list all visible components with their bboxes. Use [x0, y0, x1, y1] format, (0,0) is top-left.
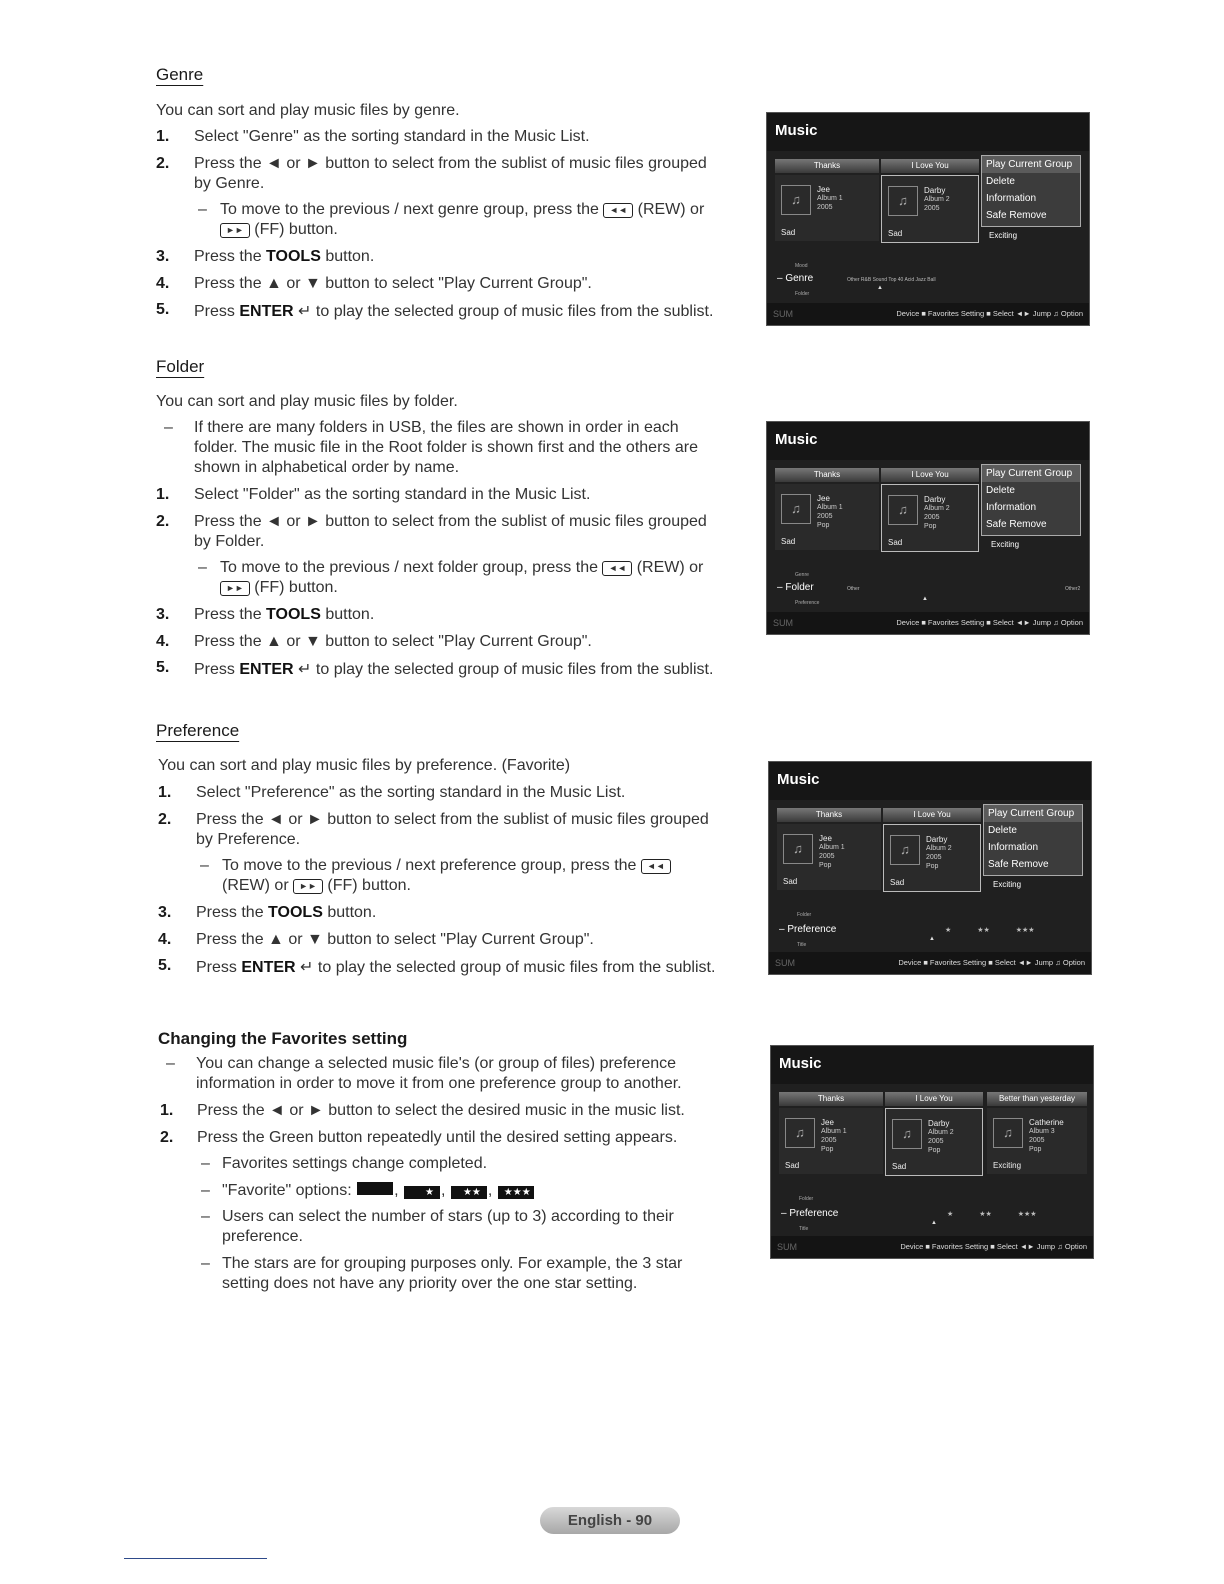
sort-above: Mood	[795, 263, 808, 269]
sort-above: Folder	[799, 1196, 814, 1202]
step-text: Select "Genre" as the sorting standard in the Music List.	[194, 128, 590, 145]
sort-above: Folder	[797, 912, 812, 918]
tv-title: Music	[775, 431, 818, 448]
control-hints: Device ■ Favorites Setting ■ Select ◄► Jump ♫ Option	[896, 309, 1083, 318]
favorite-option-3-star: ★★★	[498, 1186, 534, 1199]
track-card-selected[interactable]	[885, 1108, 983, 1176]
rew-key-icon: ◄◄	[641, 859, 671, 874]
ff-key-icon: ►►	[220, 223, 250, 238]
menu-item-delete[interactable]: Delete	[986, 485, 1015, 496]
note-dash: –	[201, 1255, 210, 1272]
control-hints: Device ■ Favorites Setting ■ Select ◄► Jump ♫ Option	[898, 958, 1085, 967]
sort-dash: –	[781, 1208, 787, 1219]
step-number: 1.	[158, 784, 172, 801]
track-header: Thanks	[775, 468, 879, 482]
step-number: 2.	[158, 811, 172, 828]
step-text-part: button.	[325, 606, 375, 623]
card-mood-exciting: Exciting	[991, 540, 1020, 549]
music-note-icon: ♫	[781, 494, 811, 524]
note-text: The stars are for grouping purposes only. For example, the 3 star	[222, 1255, 683, 1272]
pointer-icon: ▲	[922, 596, 928, 602]
note-text: folder. The music file in the Root folder is shown first and the others are	[194, 439, 698, 456]
track-album: Album 1	[817, 195, 843, 202]
step-number: 1.	[156, 486, 170, 503]
sort-dash: –	[777, 582, 783, 593]
tools-label: TOOLS	[266, 248, 321, 265]
track-header: I Love You	[881, 468, 979, 482]
track-mood: Sad	[890, 878, 905, 887]
sum-label: SUM	[773, 618, 793, 628]
track-genre: Pop	[1029, 1146, 1042, 1153]
track-meta	[817, 185, 843, 212]
sort-dash: –	[777, 273, 783, 284]
note-text-part: To move to the previous / next genre group, press the	[220, 201, 599, 218]
enter-label: ENTER	[241, 959, 296, 976]
step-number: 2.	[156, 513, 170, 530]
step-text-part: Press	[194, 303, 235, 320]
note-dash: –	[201, 1155, 210, 1172]
step-number: 3.	[156, 248, 170, 265]
note-dash: –	[198, 201, 207, 218]
track-year: 2005	[1029, 1137, 1045, 1144]
track-album: Album 3	[1029, 1128, 1055, 1135]
rew-key-icon: ◄◄	[602, 561, 632, 576]
track-mood: Sad	[785, 1161, 800, 1170]
note-text: Favorites settings change completed.	[222, 1155, 488, 1172]
step-text: Press the ▲ or ▼ button to select "Play Current Group".	[194, 633, 592, 650]
music-note-icon: ♫	[892, 1119, 922, 1149]
step-text: Press the ◄ or ► button to select from the sublist of music files grouped	[194, 513, 707, 530]
note-text-part: (FF) button.	[254, 579, 338, 596]
note-dash: –	[164, 419, 173, 436]
track-meta	[924, 495, 950, 531]
pointer-icon: ▲	[929, 936, 935, 942]
step-text: by Preference.	[196, 831, 301, 848]
track-mood: Sad	[781, 537, 796, 546]
section-title: Folder	[156, 357, 205, 376]
note-dash: –	[200, 857, 209, 874]
track-meta	[924, 186, 950, 213]
note-text: preference.	[222, 1228, 303, 1245]
note-text-part: (FF) button.	[327, 877, 411, 894]
track-genre: Pop	[924, 523, 937, 530]
note-text: setting does not have any priority over the one star setting.	[222, 1275, 638, 1292]
tv-screenshot-preference	[768, 761, 1092, 975]
track-mood: Exciting	[993, 1161, 1022, 1170]
tv-bottom-bar	[767, 612, 1089, 634]
sort-label: Folder	[785, 582, 814, 593]
step-text-part: Press	[194, 661, 235, 678]
step-text: Press the ◄ or ► button to select from the sublist of music files grouped	[196, 811, 709, 828]
sort-below: Folder	[795, 291, 810, 297]
track-album: Album 2	[928, 1129, 954, 1136]
step-text	[196, 957, 715, 977]
enter-label: ENTER	[239, 661, 294, 678]
tools-label: TOOLS	[268, 904, 323, 921]
track-album: Album 2	[924, 196, 950, 203]
favorite-option-1-star: ★	[404, 1186, 440, 1199]
tools-menu	[981, 464, 1081, 536]
card-mood-exciting: Exciting	[989, 231, 1018, 240]
tv-title: Music	[775, 122, 818, 139]
sort-below: Title	[797, 942, 807, 948]
track-mood: Sad	[888, 538, 903, 547]
sort-current[interactable]	[779, 924, 836, 935]
note-text: shown in alphabetical order by name.	[194, 459, 460, 476]
menu-item-safe-remove[interactable]: Safe Remove	[988, 859, 1049, 870]
track-year: 2005	[924, 205, 940, 212]
track-header: I Love You	[881, 159, 979, 173]
control-hints: Device ■ Favorites Setting ■ Select ◄► Jump ♫ Option	[896, 618, 1083, 627]
music-note-icon: ♫	[888, 495, 918, 525]
step-text-part: button.	[327, 904, 377, 921]
note-dash: –	[201, 1182, 210, 1199]
tv-title: Music	[779, 1055, 822, 1072]
sort-label: Genre	[785, 273, 814, 284]
menu-item-play-current-group[interactable]: Play Current Group	[982, 465, 1080, 482]
track-meta	[821, 1118, 847, 1154]
note-text-part: (REW) or	[637, 201, 705, 218]
note-text	[220, 559, 703, 577]
track-artist: Jee	[819, 834, 832, 843]
note-dash: –	[166, 1055, 175, 1072]
tv-screenshot-genre	[766, 112, 1090, 326]
step-number: 4.	[158, 931, 172, 948]
music-note-icon: ♫	[781, 185, 811, 215]
favorite-option-2-star: ★★	[451, 1186, 487, 1199]
group-list: ★ ★★ ★★★	[947, 1211, 1037, 1218]
tools-label: TOOLS	[266, 606, 321, 623]
note-text: "Favorite" options: , ★ , ★★ , ★★★	[222, 1182, 535, 1200]
sum-label: SUM	[777, 1242, 797, 1252]
note-text	[220, 579, 338, 597]
track-artist: Jee	[821, 1118, 834, 1127]
menu-item-information[interactable]: Information	[986, 193, 1037, 204]
note-text	[220, 201, 704, 219]
step-text: Press the ◄ or ► button to select the desired music in the music list.	[197, 1102, 685, 1119]
track-mood: Sad	[781, 228, 796, 237]
track-album: Album 2	[924, 505, 950, 512]
track-header: Thanks	[777, 808, 881, 822]
step-number: 2.	[156, 155, 170, 172]
music-note-icon: ♫	[785, 1118, 815, 1148]
track-card[interactable]	[987, 1108, 1087, 1174]
track-card[interactable]	[779, 1108, 883, 1174]
group-list: Other R&B Sound Top 40 Acid Jazz Ball	[847, 277, 936, 283]
step-number: 5.	[156, 301, 170, 318]
track-album: Album 1	[819, 844, 845, 851]
page-number-badge: English - 90	[540, 1507, 680, 1534]
track-year: 2005	[928, 1138, 944, 1145]
menu-item-information[interactable]: Information	[988, 842, 1039, 853]
note-text: You can change a selected music file's (or group of files) preference	[196, 1055, 677, 1072]
menu-item-safe-remove[interactable]: Safe Remove	[986, 210, 1047, 221]
step-number: 4.	[156, 633, 170, 650]
track-card[interactable]	[775, 175, 879, 241]
step-text: Press the ◄ or ► button to select from the sublist of music files grouped	[194, 155, 707, 172]
tv-bottom-bar	[767, 303, 1089, 325]
track-album: Album 2	[926, 845, 952, 852]
sort-below: Preference	[795, 600, 820, 606]
track-genre: Pop	[926, 863, 939, 870]
note-text-part: (FF) button.	[254, 221, 338, 238]
music-note-icon: ♫	[993, 1118, 1023, 1148]
step-text-part: to play the selected group of music files from the sublist.	[315, 303, 714, 320]
ff-key-icon: ►►	[293, 879, 323, 894]
menu-item-safe-remove[interactable]: Safe Remove	[986, 519, 1047, 530]
ff-key-icon: ►►	[220, 581, 250, 596]
step-number: 1.	[156, 128, 170, 145]
enter-label: ENTER	[239, 303, 294, 320]
enter-icon: ↵	[298, 661, 312, 678]
note-text: If there are many folders in USB, the files are shown in order in each	[194, 419, 679, 436]
sort-label: Preference	[789, 1208, 839, 1219]
note-text: Users can select the number of stars (up to 3) according to their	[222, 1208, 674, 1225]
music-note-icon: ♫	[783, 834, 813, 864]
track-header: Better than yesterday	[987, 1092, 1087, 1106]
pointer-icon: ▲	[877, 285, 883, 291]
step-text: Select "Folder" as the sorting standard in the Music List.	[194, 486, 591, 503]
track-card[interactable]	[775, 484, 879, 550]
tv-title: Music	[777, 771, 820, 788]
tools-menu	[981, 155, 1081, 227]
note-dash: –	[198, 559, 207, 576]
sort-current[interactable]	[781, 1208, 838, 1219]
section-title: Preference	[156, 721, 240, 740]
section-intro: You can sort and play music files by genre.	[156, 102, 460, 119]
sort-current[interactable]	[777, 273, 813, 284]
track-artist: Darby	[924, 495, 946, 504]
enter-icon: ↵	[300, 959, 314, 976]
section-intro: You can sort and play music files by folder.	[156, 393, 458, 410]
note-text-part: (REW) or	[222, 877, 289, 894]
step-text	[194, 606, 374, 624]
menu-item-delete[interactable]: Delete	[988, 825, 1017, 836]
track-genre: Pop	[817, 522, 830, 529]
track-card-selected[interactable]	[881, 484, 979, 552]
track-artist: Catherine	[1029, 1118, 1064, 1127]
step-text	[196, 904, 376, 922]
step-text-part: Press the	[194, 606, 262, 623]
tv-bottom-bar	[771, 1236, 1093, 1258]
pointer-icon: ▲	[931, 1220, 937, 1226]
track-mood: Sad	[888, 229, 903, 238]
card-mood-exciting: Exciting	[993, 880, 1022, 889]
note-text: information in order to move it from one preference group to another.	[196, 1075, 682, 1092]
track-year: 2005	[926, 854, 942, 861]
track-card-selected[interactable]	[883, 824, 981, 892]
track-header: Thanks	[775, 159, 879, 173]
track-genre: Pop	[819, 862, 832, 869]
track-year: 2005	[817, 204, 833, 211]
track-year: 2005	[924, 514, 940, 521]
tv-bottom-bar	[769, 952, 1091, 974]
track-mood: Sad	[783, 877, 798, 886]
step-text: by Genre.	[194, 175, 265, 192]
track-artist: Darby	[926, 835, 948, 844]
track-year: 2005	[817, 513, 833, 520]
step-text: Press the ▲ or ▼ button to select "Play Current Group".	[196, 931, 594, 948]
track-header: I Love You	[885, 1092, 983, 1106]
step-number: 5.	[156, 659, 170, 676]
track-year: 2005	[821, 1137, 837, 1144]
track-genre: Pop	[928, 1147, 941, 1154]
track-header: Thanks	[779, 1092, 883, 1106]
track-meta	[926, 835, 952, 871]
group-list: Other	[847, 586, 860, 592]
track-artist: Darby	[928, 1119, 950, 1128]
enter-icon: ↵	[298, 303, 312, 320]
note-text-part: (REW) or	[636, 559, 704, 576]
step-number: 3.	[156, 606, 170, 623]
track-year: 2005	[819, 853, 835, 860]
menu-item-play-current-group[interactable]: Play Current Group	[984, 805, 1082, 822]
note-text-part: To move to the previous / next preference group, press the	[222, 857, 637, 874]
menu-item-information[interactable]: Information	[986, 502, 1037, 513]
step-text-part: to play the selected group of music files from the sublist.	[317, 959, 716, 976]
step-text	[194, 659, 713, 679]
track-genre: Pop	[821, 1146, 834, 1153]
track-artist: Jee	[817, 185, 830, 194]
section-title: Changing the Favorites setting	[158, 1029, 408, 1048]
note-text	[222, 857, 671, 875]
section-intro: You can sort and play music files by preference. (Favorite)	[158, 757, 571, 774]
sort-below: Title	[799, 1226, 809, 1232]
step-number: 3.	[158, 904, 172, 921]
track-artist: Jee	[817, 494, 830, 503]
tv-screenshot-folder	[766, 421, 1090, 635]
track-meta	[817, 494, 843, 530]
sum-label: SUM	[773, 309, 793, 319]
step-text	[194, 301, 713, 321]
track-card-selected[interactable]	[881, 175, 979, 243]
step-text-part: Press the	[194, 248, 262, 265]
step-text: by Folder.	[194, 533, 265, 550]
step-text-part: to play the selected group of music files from the sublist.	[315, 661, 714, 678]
favorite-option-none	[357, 1182, 393, 1195]
sum-label: SUM	[775, 958, 795, 968]
step-text: Press the ▲ or ▼ button to select "Play Current Group".	[194, 275, 592, 292]
step-number: 2.	[160, 1129, 174, 1146]
section-title: Genre	[156, 65, 204, 84]
music-note-icon: ♫	[888, 186, 918, 216]
track-album: Album 1	[817, 504, 843, 511]
tv-screenshot-favorites	[770, 1045, 1094, 1259]
step-number: 4.	[156, 275, 170, 292]
sort-label: Preference	[787, 924, 837, 935]
sort-current[interactable]	[777, 582, 814, 593]
step-text-part: Press the	[196, 904, 264, 921]
track-meta	[1029, 1118, 1064, 1154]
step-text	[194, 248, 374, 266]
control-hints: Device ■ Favorites Setting ■ Select ◄► Jump ♫ Option	[900, 1242, 1087, 1251]
track-meta	[819, 834, 845, 870]
track-album: Album 1	[821, 1128, 847, 1135]
track-artist: Darby	[924, 186, 946, 195]
rew-key-icon: ◄◄	[603, 203, 633, 218]
track-header: I Love You	[883, 808, 981, 822]
note-text	[222, 877, 411, 895]
note-dash: –	[201, 1208, 210, 1225]
menu-item-delete[interactable]: Delete	[986, 176, 1015, 187]
tools-menu	[983, 804, 1083, 876]
step-text: Press the Green button repeatedly until the desired setting appears.	[197, 1129, 678, 1146]
step-number: 1.	[160, 1102, 174, 1119]
note-text-part: "Favorite" options:	[222, 1182, 352, 1199]
track-card[interactable]	[777, 824, 881, 890]
step-text: Select "Preference" as the sorting standard in the Music List.	[196, 784, 626, 801]
step-text-part: button.	[325, 248, 375, 265]
note-text-part: To move to the previous / next folder group, press the	[220, 559, 598, 576]
step-text-part: Press	[196, 959, 237, 976]
note-text	[220, 221, 338, 239]
group-list: ★ ★★ ★★★	[945, 927, 1035, 934]
sort-above: Genre	[795, 572, 809, 578]
music-note-icon: ♫	[890, 835, 920, 865]
track-mood: Sad	[892, 1162, 907, 1171]
sort-dash: –	[779, 924, 785, 935]
group-list-end: Other2	[1065, 586, 1081, 592]
track-meta	[928, 1119, 954, 1155]
menu-item-play-current-group[interactable]: Play Current Group	[982, 156, 1080, 173]
footer-divider	[124, 1558, 267, 1559]
step-number: 5.	[158, 957, 172, 974]
